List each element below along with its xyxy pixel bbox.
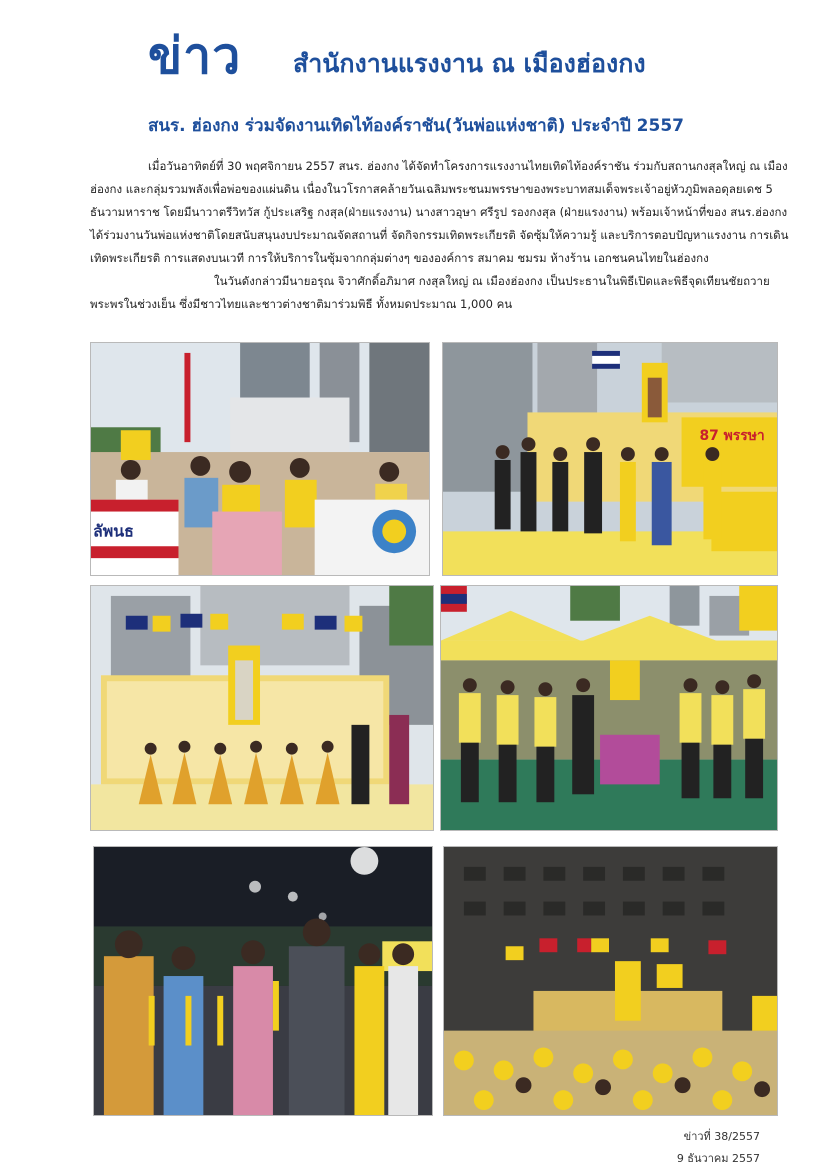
news-number: ข่าวที่ 38/2557	[683, 1130, 760, 1143]
event-photo-stage-officials	[442, 342, 778, 576]
article-headline: สนร. ฮ่องกง ร่วมจัดงานเทิดไท้องค์ราชัน(วันพ่อแห่งชาติ) ประจำปี 2557	[148, 116, 684, 136]
article-body	[90, 155, 790, 316]
event-photo-group-tent	[440, 585, 778, 831]
page-header	[148, 28, 788, 106]
event-photo-dance-performance	[90, 585, 434, 831]
photo-2-banner-text: 87 พรรษา	[699, 428, 765, 445]
photo-1-banner-text: Thai people in H	[92, 563, 174, 575]
body-paragraph-1: เมื่อวันอาทิตย์ที่ 30 พฤศจิกายน 2557 สนร. ฮ่องกง ได้จัดทำโครงการแรงงานไทยเทิดไท้องค์ราชัน ร่วมกับสถานกงสุลใหญ่ ณ เมืองฮ่องกง และกลุ่มรวมพลังเพื่อพ่อของแผ่นดิน เนื่องในวโรกาสคล้ายวันเฉลิมพระชนมพรรษาของพระบาทสมเด็จพระเจ้าอยู่หัวภูมิพลอดุลยเดช 5 ธันวามหาราช โดยมีนาวาตรีวิทวัส กู้ประเสริฐ กงสุล(ฝ่ายแรงงาน) นางสาวอุษา ศรีรูป รองกงสุล (ฝ่ายแรงงาน) พร้อมเจ้าหน้าที่ของ สนร.ฮ่องกง ได้ร่วมงานวันพ่อแห่งชาติโดยสนับสนุนงบประมาณจัดสถานที่ จัดกิจกรรมเทิดพระเกียรติ จัดซุ้มให้ความรู้ และบริการตอบปัญหาแรงงาน การเดินเทิดพระเกียรติ การแสดงบนเวที การให้บริการในซุ้มจากกลุ่มต่างๆ ขององค์การ สมาคม ชมรม ห้างร้าน เอกชนคนไทยในฮ่องกง	[90, 159, 789, 265]
office-name: สำนักงานแรงงาน ณ เมืองฮ่องกง	[293, 49, 646, 78]
event-photo-crowd-flags	[443, 846, 778, 1116]
event-photo-candle-ceremony	[93, 846, 433, 1116]
publish-date: 9 ธันวาคม 2557	[676, 1152, 760, 1165]
page-footer	[540, 1126, 760, 1170]
svg-text:ลัพนธ: ลัพนธ	[92, 521, 134, 541]
body-paragraph-2: ในวันดังกล่าวมีนายอรุณ จิวาศักดิ์อภิมาศ กงสุลใหญ่ ณ เมืองฮ่องกง เป็นประธานในพิธีเปิดและพิธีจุดเทียนชัยถวายพระพรในช่วงเย็น ซึ่งมีชาวไทยและชาวต่างชาติมาร่วมพิธี ทั้งหมดประมาณ 1,000 คน	[90, 274, 770, 311]
news-label: ข่าว	[148, 27, 242, 85]
event-photo-booth	[90, 342, 430, 576]
